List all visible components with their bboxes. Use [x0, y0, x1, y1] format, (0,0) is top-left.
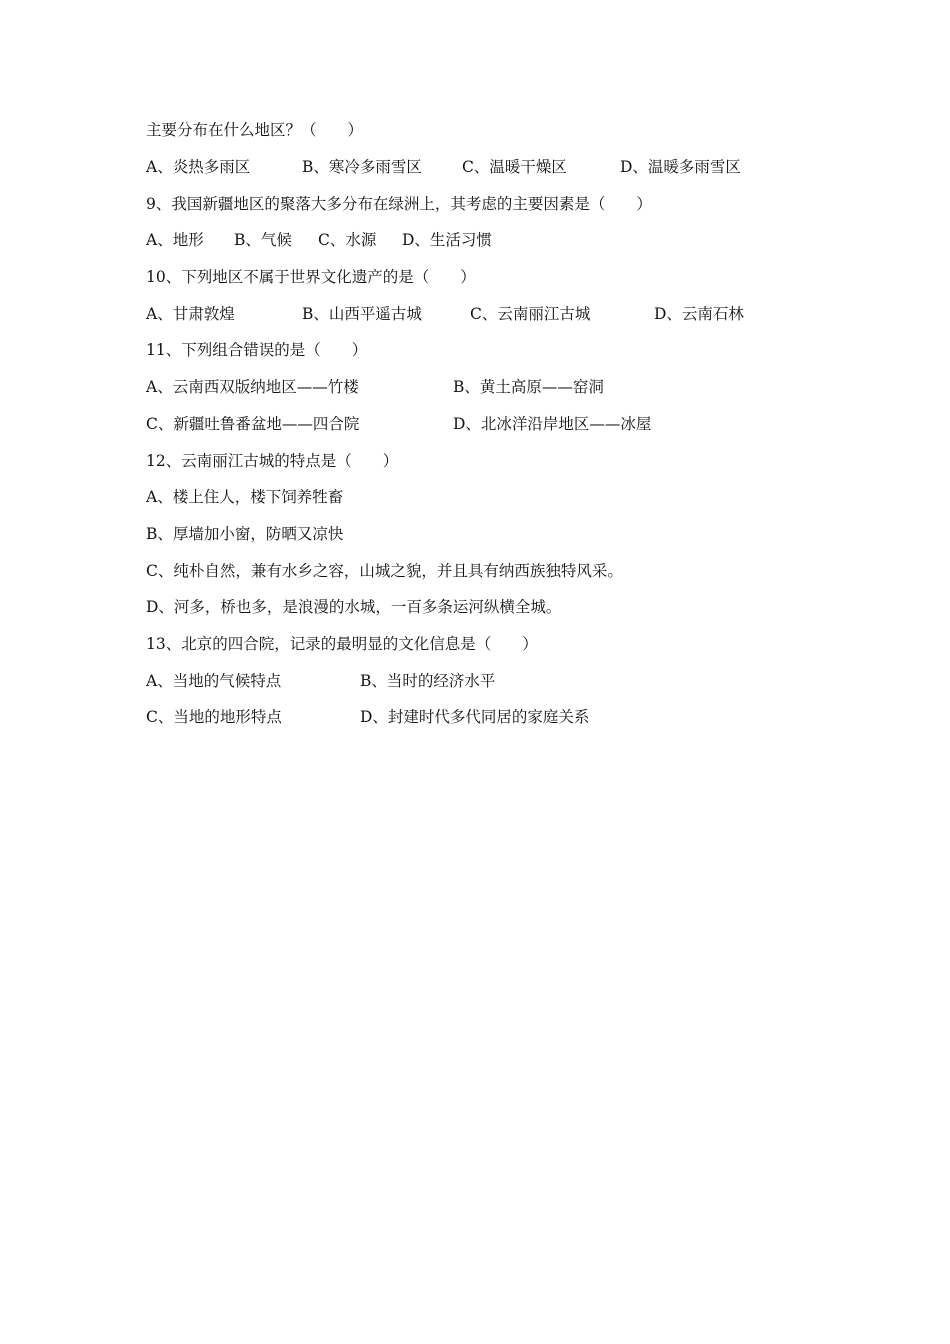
q13-option-c: C、当地的地形特点 [146, 708, 282, 726]
q12-option-d: D、河多，桥也多，是浪漫的水城，一百多条运河纵横全城。 [146, 598, 562, 616]
q9-options [146, 228, 492, 252]
q9-option-c: C、水源 [318, 231, 377, 249]
q13-option-d: D、封建时代多代同居的家庭关系 [360, 708, 590, 726]
q13-option-a: A、当地的气候特点 [146, 672, 282, 690]
q12-option-a: A、楼上住人，楼下饲养牲畜 [146, 488, 344, 506]
q11-options-row1 [146, 375, 604, 399]
q13-options-row2 [146, 705, 590, 729]
q10-options [146, 302, 744, 326]
q10-option-b: B、山西平遥古城 [302, 305, 422, 323]
q8-option-a: A、炎热多雨区 [146, 158, 251, 176]
q8-options [146, 155, 741, 179]
q11-option-d: D、北冰洋沿岸地区——冰屋 [453, 415, 652, 433]
q10-option-d: D、云南石林 [654, 305, 744, 323]
q9-option-b: B、气候 [234, 231, 292, 249]
q12-option-b: B、厚墙加小窗，防晒又凉快 [146, 525, 344, 543]
q12-option-c: C、纯朴自然，兼有水乡之容，山城之貌，并且具有纳西族独特风采。 [146, 562, 623, 580]
q11-option-c: C、新疆吐鲁番盆地——四合院 [146, 415, 360, 433]
q10-option-c: C、云南丽江古城 [470, 305, 591, 323]
q13-stem: 13、北京的四合院，记录的最明显的文化信息是（ ） [146, 635, 538, 653]
q8-stem-continuation: 主要分布在什么地区？（ ） [146, 121, 364, 139]
q9-option-d: D、生活习惯 [402, 231, 492, 249]
q11-option-a: A、云南西双版纳地区——竹楼 [146, 378, 359, 396]
q12-stem: 12、云南丽江古城的特点是（ ） [146, 452, 399, 470]
q8-option-d: D、温暖多雨雪区 [620, 158, 741, 176]
q8-option-b: B、寒冷多雨雪区 [302, 158, 422, 176]
q10-stem: 10、下列地区不属于世界文化遗产的是（ ） [146, 268, 476, 286]
q8-option-c: C、温暖干燥区 [462, 158, 567, 176]
q11-stem: 11、下列组合错误的是（ ） [146, 341, 368, 359]
q9-stem: 9、我国新疆地区的聚落大多分布在绿洲上，其考虑的主要因素是（ ） [146, 195, 652, 213]
q13-option-b: B、当时的经济水平 [360, 672, 496, 690]
q11-option-b: B、黄土高原——窑洞 [453, 378, 604, 396]
q13-options-row1 [146, 669, 496, 693]
q11-options-row2 [146, 412, 652, 436]
q10-option-a: A、甘肃敦煌 [146, 305, 235, 323]
q9-option-a: A、地形 [146, 231, 204, 249]
